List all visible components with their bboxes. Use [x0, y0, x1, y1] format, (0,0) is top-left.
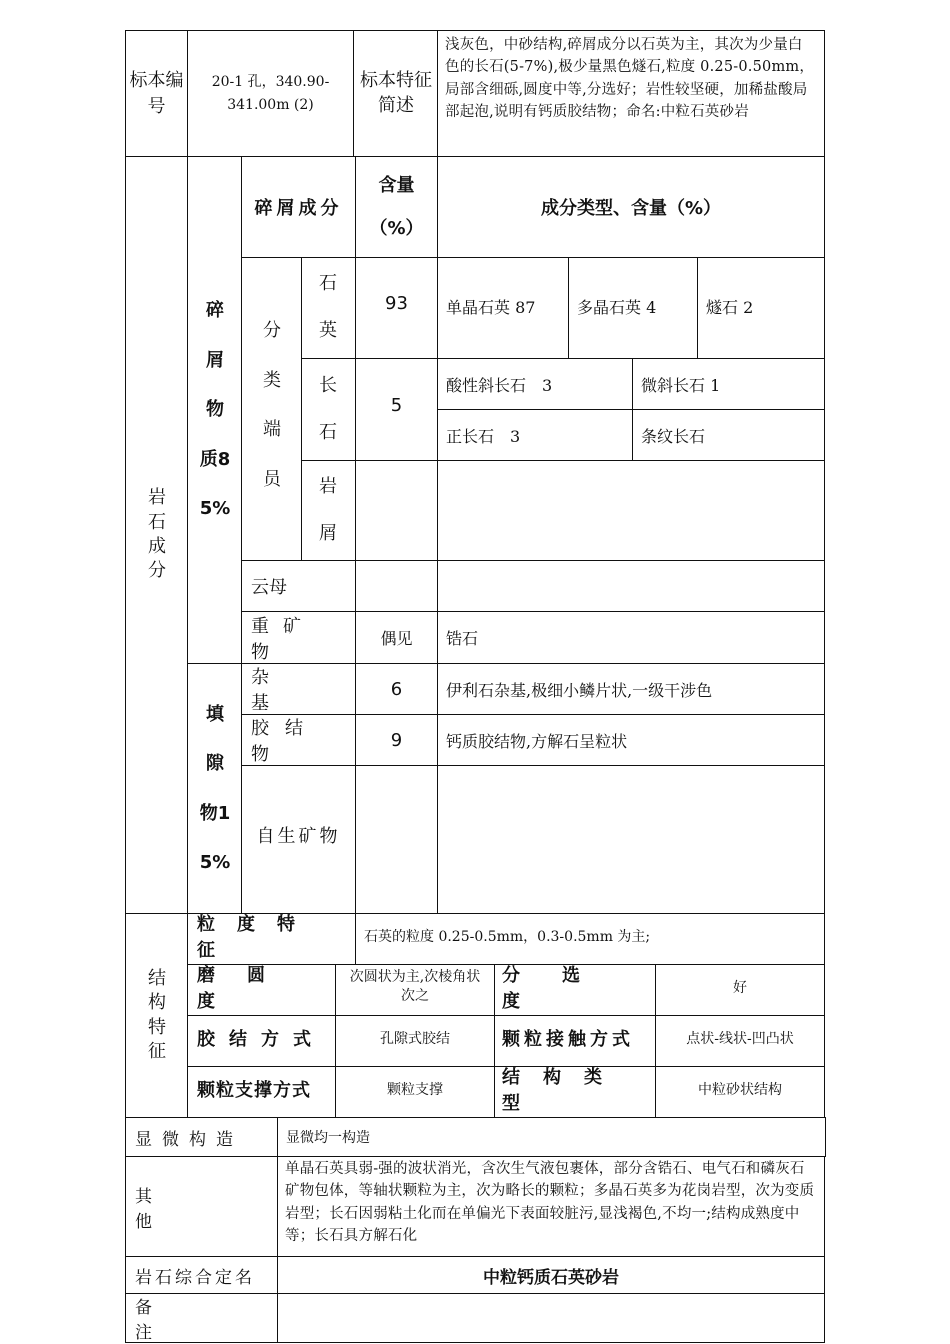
roundness-value: 次圆状为主,次棱角状次之: [349, 969, 481, 1004]
sorting-label: 分选度: [502, 965, 622, 1012]
sorting-value: 好: [733, 980, 747, 996]
quartz-content: 93: [385, 292, 408, 314]
authigenic-types: [437, 765, 825, 914]
structure-type-value: 中粒砂状结构: [698, 1082, 782, 1098]
support-value: 颗粒支撑: [387, 1082, 443, 1098]
lithic-types: [437, 460, 825, 561]
type-header: 成分类型、含量（%）: [540, 198, 722, 219]
feldspar-type-acid-plagioclase: 酸性斜长石 3: [446, 375, 553, 395]
feldspar-content: 5: [390, 394, 403, 416]
heavy-types: 锆石: [446, 629, 479, 648]
cement-label-text: 胶结物: [251, 718, 319, 765]
structure-type-label: 结构类型: [502, 1067, 625, 1114]
composition-section-label: 岩石成分: [148, 487, 166, 582]
quartz-type-chert: 燧石 2: [706, 297, 754, 317]
other-label: 其他: [135, 1186, 248, 1232]
lithic-label: 岩屑: [319, 475, 337, 544]
matrix-label: [241, 663, 356, 715]
matrix-types: 伊利石杂基,极细小鳞片状,一级干涉色: [446, 680, 713, 700]
heavy-label: [241, 611, 356, 664]
end-member-label: 分类端员: [263, 320, 281, 490]
mica-label: [241, 560, 356, 612]
cementation-label: 胶结方式: [197, 1029, 325, 1050]
cement-types: 钙质胶结物,方解石呈粒状: [446, 731, 628, 751]
contact-value: 点状-线状-凹凸状: [686, 1031, 794, 1047]
feldspar-label: 长石: [319, 374, 337, 443]
sample-no-value: 20-1 孔，340.90-341.00m (2): [211, 74, 330, 113]
final-name-label: 岩石综合定名: [135, 1267, 255, 1288]
mica-types: [437, 560, 825, 612]
texture-section-label: 结构特征: [148, 967, 166, 1062]
micro-structure-value: 显微均一构造: [286, 1130, 370, 1146]
sample-no-label: 标本编号: [129, 70, 184, 117]
feature-label: 标本特征简述: [360, 70, 432, 116]
matrix-content: 6: [390, 678, 403, 700]
detrital-label: 碎屑物质85%: [199, 300, 231, 520]
micro-structure-label: 显微构造: [135, 1129, 243, 1150]
cement-label: [241, 714, 356, 766]
feature-value: 浅灰色，中砂结构,碎屑成分以石英为主，其次为少量白色的长石(5-7%),极少量黑色燧石,粒度 0.25-0.50mm，局部含细砾,圆度中等,分选好；岩性较坚硬，加稀盐酸局部起泡,说明有钙质胶结物；命名:中粒石英砂岩: [445, 37, 815, 121]
heavy-content: 偶见: [380, 629, 413, 648]
other-value: 单晶石英具弱-强的波状消光，含次生气液包裹体，部分含锆石、电气石和磷灰石矿物包体，等轴状颗粒为主，次为略长的颗粒；多晶石英多为花岗岩型，次为变质岩型；长石因弱粘土化而在单偏光下表面较脏污,显浅褐色,不均一;结构成熟度中等；长石具方解石化: [285, 1161, 815, 1245]
support-label: 颗粒支撑方式: [197, 1080, 311, 1101]
detrital-header: 碎屑成分: [254, 198, 343, 219]
grain-size-value: 石英的粒度 0.25-0.5mm，0.3-0.5mm 为主;: [364, 929, 651, 945]
feldspar-type-orthoclase: 正长石 3: [446, 426, 521, 446]
quartz-type-polycrystalline: 多晶石英 4: [577, 297, 657, 317]
lithic-content: [355, 460, 438, 561]
final-name-value: 中粒钙质石英砂岩: [483, 1267, 619, 1288]
cementation-value: 孔隙式胶结: [380, 1031, 450, 1047]
mica-label-text: 云母: [251, 577, 287, 598]
quartz-type-monocrystalline: 单晶石英 87: [446, 297, 536, 317]
remarks-value: [277, 1293, 825, 1343]
mica-content: [355, 560, 438, 612]
content-header: 含量（%）: [369, 174, 424, 239]
authigenic-content: [355, 765, 438, 914]
feldspar-type-microcline: 微斜长石 1: [641, 375, 721, 395]
quartz-label: 石英: [319, 273, 337, 341]
authigenic-label: 自生矿物: [256, 826, 341, 847]
feldspar-type-perthite: 条纹长石: [641, 426, 706, 446]
matrix-label-text: 杂基: [251, 667, 325, 714]
cement-content: 9: [390, 729, 403, 751]
grain-size-label: 粒度特征: [197, 914, 317, 961]
contact-label: 颗粒接触方式: [502, 1029, 634, 1050]
roundness-label: 磨圆度: [197, 965, 297, 1012]
remarks-label: 备注: [135, 1298, 248, 1343]
heavy-label-text: 重矿物: [251, 615, 315, 663]
fill-label: 填隙物15%: [199, 703, 231, 873]
